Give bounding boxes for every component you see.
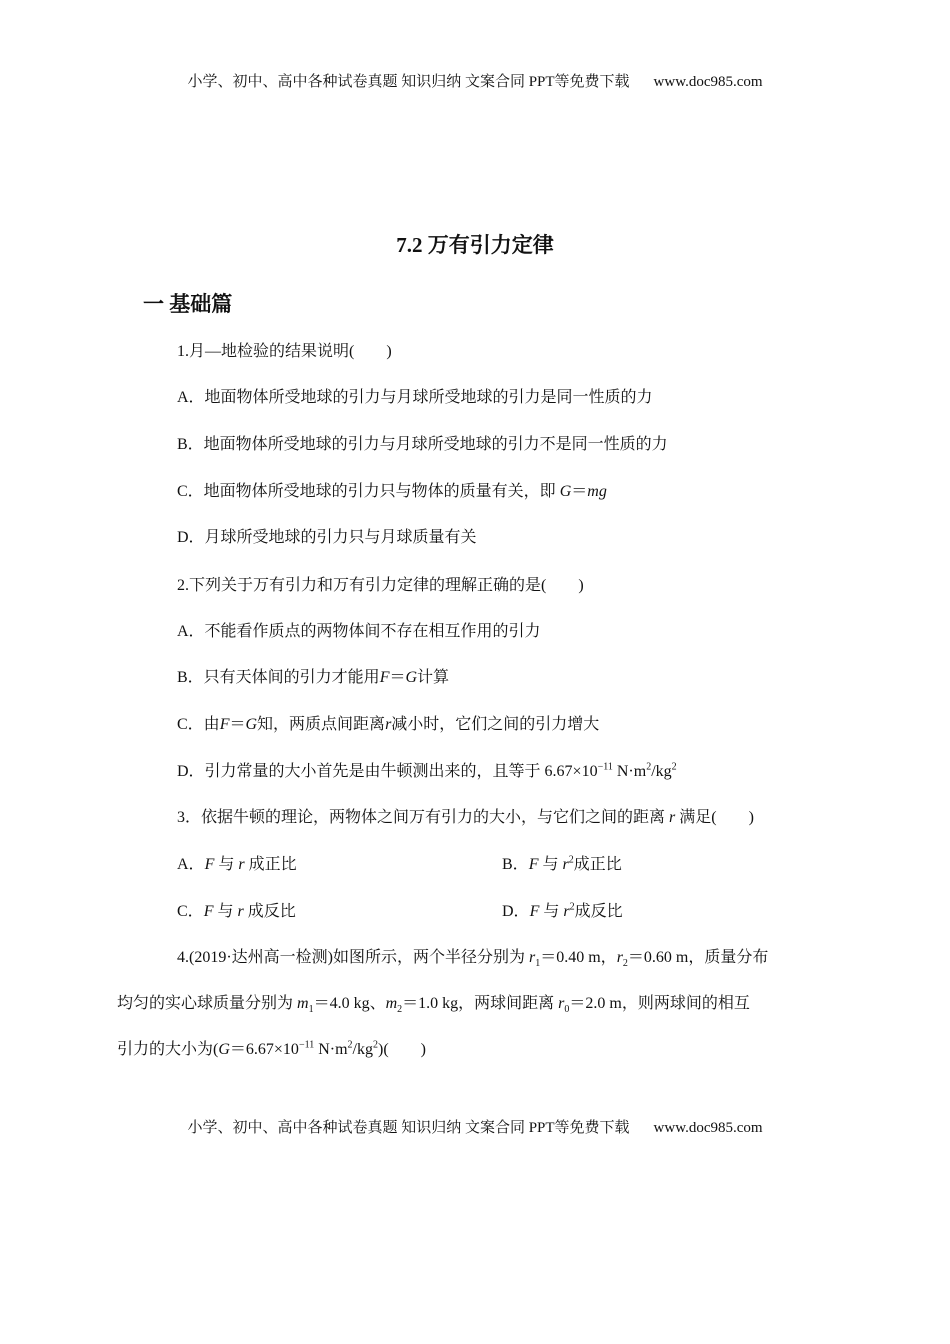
text-segment: D．引力常量的大小首先是由牛顿测出来的，且等于 6.67×10 (177, 763, 598, 780)
text-segment: 4.(2019·达州高一检测)如图所示，两个半径分别为 (177, 949, 529, 966)
text-segment: 成反比 (574, 903, 623, 920)
math-variable: F (528, 856, 539, 873)
text-segment: ＝4.0 kg、 (313, 995, 386, 1012)
text-segment: 与 (213, 903, 238, 920)
math-variable: r (529, 949, 536, 966)
text-segment: 1.月—地检验的结果说明( ) (177, 343, 392, 360)
text-segment: )( ) (378, 1041, 426, 1058)
text-segment: ＝ (229, 716, 246, 733)
supscript: 2 (569, 901, 575, 913)
math-variable: m (385, 995, 398, 1012)
subscript: 0 (564, 1004, 570, 1016)
math-variable: r (669, 809, 676, 826)
math-variable: m (297, 995, 309, 1012)
text-segment: C．地面物体所受地球的引力只与物体的质量有关，即 (177, 483, 560, 500)
text-line (117, 994, 750, 1014)
text-segment: 成正比 (244, 856, 297, 873)
text-line (177, 855, 297, 875)
text-segment: A． (177, 856, 205, 873)
subscript: 1 (308, 1004, 314, 1016)
text-line (502, 855, 622, 875)
math-variable: r (563, 903, 570, 920)
math-variable: r (616, 949, 623, 966)
text-segment: N·m (314, 1041, 348, 1058)
text-segment: B． (502, 856, 529, 873)
footer-text: 小学、初中、高中各种试卷真题 知识归纳 文案合同 PPT等免费下载 (187, 1120, 630, 1136)
text-line (117, 1040, 426, 1060)
text-segment: D． (502, 903, 530, 920)
supscript: 2 (373, 1039, 378, 1051)
text-line (177, 435, 668, 455)
math-variable: F (203, 903, 214, 920)
text-segment: ＝6.67×10 (229, 1041, 299, 1058)
text-line (177, 482, 607, 502)
page-footer (0, 1116, 950, 1137)
page-title: 7.2 万有引力定律 (396, 233, 554, 257)
text-line (502, 902, 623, 922)
header-url[interactable]: www.doc985.com (653, 74, 763, 90)
text-segment: ＝0.60 m，质量分布 (627, 949, 769, 966)
footer-url[interactable]: www.doc985.com (653, 1120, 763, 1136)
text-line (177, 576, 584, 596)
subscript: 2 (397, 1004, 403, 1016)
text-segment: B．只有天体间的引力才能用 (177, 669, 380, 686)
supscript: −11 (597, 761, 613, 773)
header-text: 小学、初中、高中各种试卷真题 知识归纳 文案合同 PPT等免费下载 (187, 74, 630, 90)
text-line (177, 342, 392, 362)
text-line (177, 715, 599, 735)
text-segment: /kg (651, 763, 672, 780)
text-segment: 计算 (417, 669, 450, 686)
math-variable: F (379, 669, 390, 686)
text-segment: 3．依据牛顿的理论，两物体之间万有引力的大小，与它们之间的距离 (177, 809, 670, 826)
math-variable: G (405, 669, 418, 686)
math-variable: r (558, 995, 565, 1012)
text-segment: ＝ (571, 483, 588, 500)
text-line (177, 668, 449, 688)
text-segment: 知，两质点间距离 (257, 716, 386, 733)
text-segment: 成反比 (243, 903, 296, 920)
text-segment: 与 (539, 903, 564, 920)
text-segment: ＝ (389, 669, 406, 686)
text-segment: 减小时，它们之间的引力增大 (391, 716, 600, 733)
text-segment: ＝2.0 m，则两球间的相互 (569, 995, 750, 1012)
text-segment: 均匀的实心球质量分别为 (117, 995, 298, 1012)
text-segment: /kg (352, 1041, 373, 1058)
text-segment: A．不能看作质点的两物体间不存在相互作用的引力 (177, 623, 541, 640)
text-segment: 引力的大小为( (117, 1041, 219, 1058)
text-segment: ＝1.0 kg，两球间距离 (402, 995, 559, 1012)
text-segment: D．月球所受地球的引力只与月球质量有关 (177, 529, 477, 546)
math-variable: F (219, 716, 230, 733)
section-heading: 一 基础篇 (143, 292, 233, 316)
math-variable: F (204, 856, 215, 873)
math-variable: G (245, 716, 258, 733)
math-variable: G (559, 483, 572, 500)
text-segment: 2.下列关于万有引力和万有引力定律的理解正确的是( ) (177, 577, 584, 594)
text-segment: C． (177, 903, 204, 920)
math-variable: r (562, 856, 569, 873)
math-variable: F (529, 903, 540, 920)
page-header (0, 70, 950, 91)
text-segment: C．由 (177, 716, 220, 733)
text-segment: A．地面物体所受地球的引力与月球所受地球的引力是同一性质的力 (177, 389, 653, 406)
text-line (177, 762, 677, 782)
text-segment: 成正比 (573, 856, 622, 873)
math-variable: r (385, 716, 392, 733)
supscript: 2 (347, 1039, 353, 1051)
text-segment: 满足( ) (675, 809, 754, 826)
subscript: 1 (535, 958, 541, 970)
text-line (177, 902, 296, 922)
math-variable: r (238, 856, 245, 873)
text-line (177, 528, 477, 548)
text-segment: 与 (538, 856, 563, 873)
supscript: −11 (298, 1039, 315, 1051)
supscript: 2 (568, 854, 574, 866)
supscript: 2 (646, 761, 652, 773)
text-segment: 与 (214, 856, 239, 873)
text-line (177, 948, 768, 968)
math-variable: G (218, 1041, 230, 1058)
text-line (177, 388, 653, 408)
text-segment: B．地面物体所受地球的引力与月球所受地球的引力不是同一性质的力 (177, 436, 668, 453)
subscript: 2 (622, 958, 628, 970)
text-segment: ＝0.40 m， (540, 949, 617, 966)
math-variable: r (237, 903, 244, 920)
text-line (177, 622, 541, 642)
text-segment: N·m (612, 763, 647, 780)
math-variable: mg (587, 483, 607, 500)
text-line (177, 808, 754, 828)
supscript: 2 (671, 761, 677, 773)
